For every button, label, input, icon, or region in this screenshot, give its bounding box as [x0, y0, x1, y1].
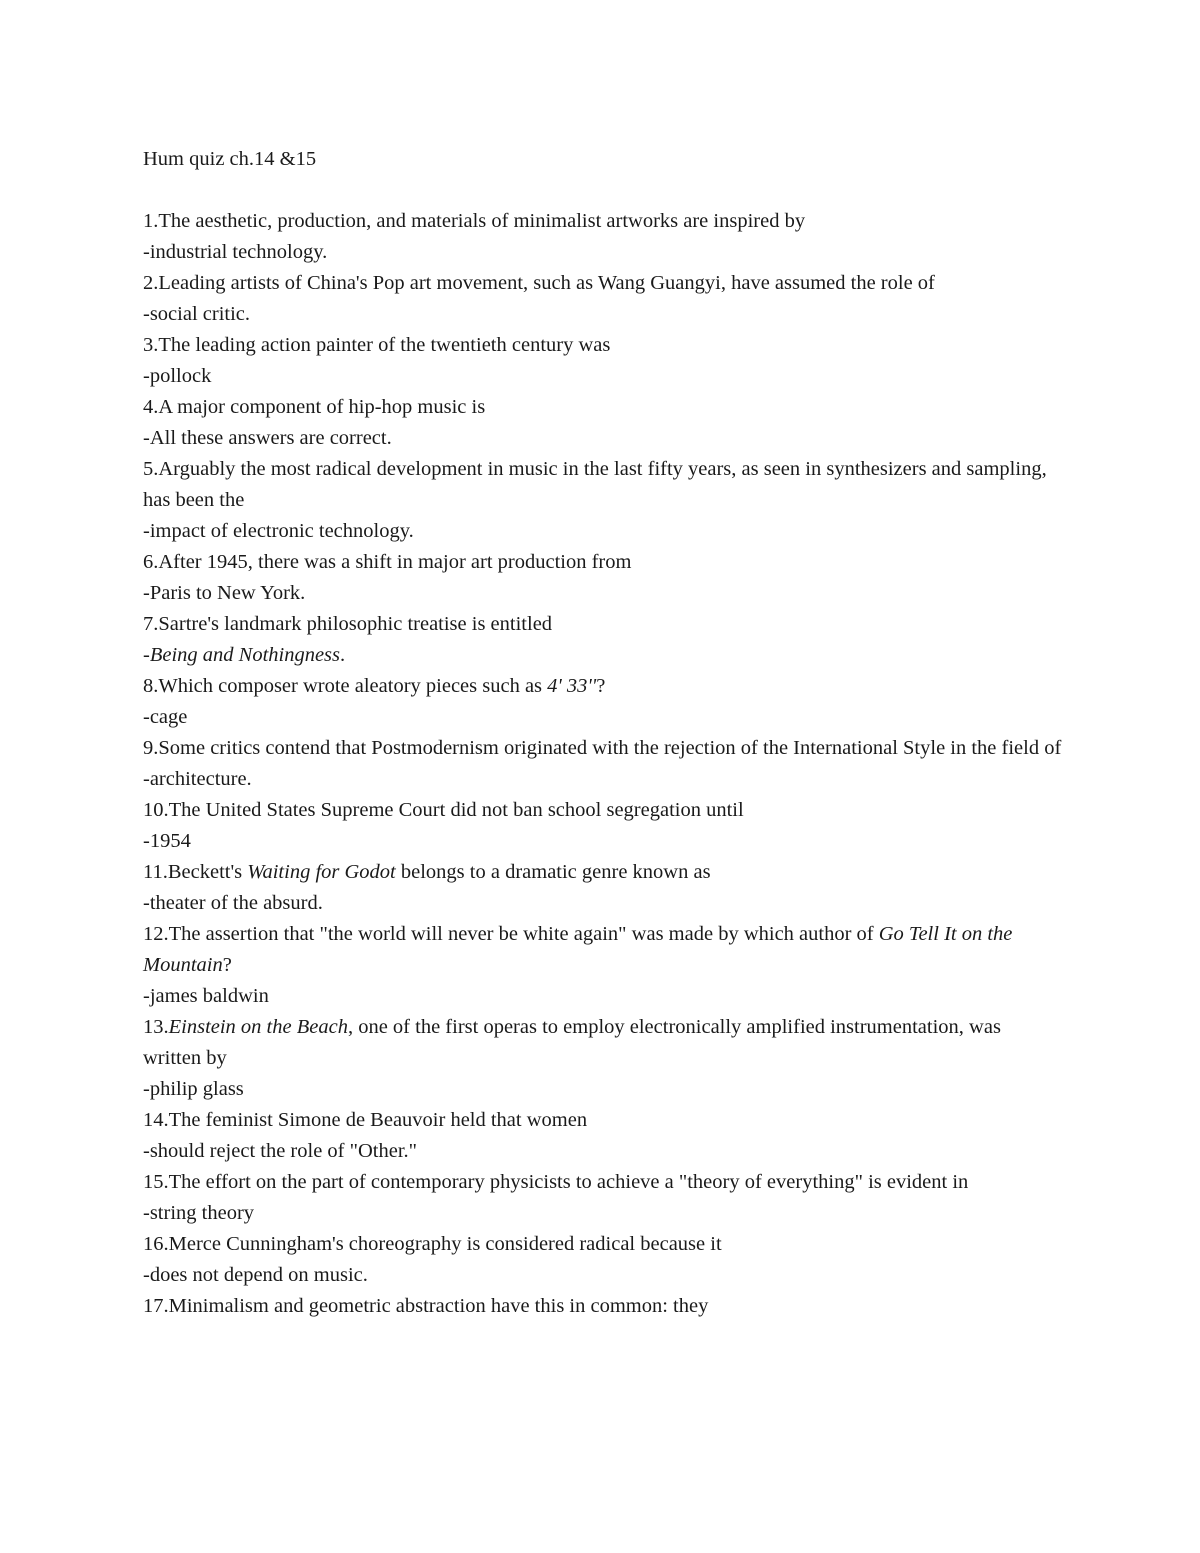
question-3: 3.The leading action painter of the twentieth century was	[143, 334, 611, 356]
question-8	[143, 671, 1063, 702]
answer-11: -theater of the absurd.	[143, 892, 323, 914]
answer-3: -pollock	[143, 365, 212, 387]
answer-13: -philip glass	[143, 1078, 244, 1100]
blank-line	[143, 175, 1063, 206]
answer-14: -should reject the role of "Other."	[143, 1140, 418, 1162]
question-13-title: Einstein on the Beach	[168, 1016, 348, 1038]
answer-2: -social critic.	[143, 303, 251, 325]
question-7: 7.Sartre's landmark philosophic treatise is entitled	[143, 613, 553, 635]
question-15: 15.The effort on the part of contemporary physicists to achieve a "theory of everything" is evident in	[143, 1171, 969, 1193]
answer-7-prefix: -	[143, 644, 150, 666]
question-11-suffix: belongs to a dramatic genre known as	[395, 861, 711, 883]
question-12-title: Go Tell It on the Mountain	[143, 923, 1013, 976]
question-8-title: 4' 33''	[547, 675, 597, 697]
question-17: 17.Minimalism and geometric abstraction have this in common: they	[143, 1295, 709, 1317]
question-11	[143, 857, 1063, 888]
question-5: 5.Arguably the most radical development in music in the last fifty years, as seen in synthesizers and sampling, has been the	[143, 458, 1047, 511]
question-4: 4.A major component of hip-hop music is	[143, 396, 486, 418]
question-11-prefix: 11.Beckett's	[143, 861, 248, 883]
answer-8: -cage	[143, 706, 188, 728]
document-page	[143, 144, 1063, 1322]
document-title: Hum quiz ch.14 &15	[143, 148, 317, 170]
question-6: 6.After 1945, there was a shift in major art production from	[143, 551, 632, 573]
question-13	[143, 1012, 1063, 1074]
answer-7-suffix: .	[340, 644, 346, 666]
question-8-prefix: 8.Which composer wrote aleatory pieces such as	[143, 675, 548, 697]
answer-6: -Paris to New York.	[143, 582, 306, 604]
answer-15: -string theory	[143, 1202, 255, 1224]
question-1: 1.The aesthetic, production, and materials of minimalist artworks are inspired by	[143, 210, 806, 232]
question-12	[143, 919, 1063, 981]
question-12-suffix: ?	[222, 954, 232, 976]
question-10: 10.The United States Supreme Court did not ban school segregation until	[143, 799, 744, 821]
answer-4: -All these answers are correct.	[143, 427, 392, 449]
answer-1: -industrial technology.	[143, 241, 328, 263]
answer-7	[143, 640, 1063, 671]
answer-16: -does not depend on music.	[143, 1264, 368, 1286]
answer-12: -james baldwin	[143, 985, 269, 1007]
answer-7-title: Being and Nothingness	[149, 644, 341, 666]
answer-5: -impact of electronic technology.	[143, 520, 414, 542]
question-2: 2.Leading artists of China's Pop art movement, such as Wang Guangyi, have assumed the role of	[143, 272, 935, 294]
question-13-prefix: 13.	[143, 1016, 169, 1038]
question-11-title: Waiting for Godot	[247, 861, 396, 883]
question-16: 16.Merce Cunningham's choreography is considered radical because it	[143, 1233, 722, 1255]
question-8-suffix: ?	[596, 675, 606, 697]
answer-9: -architecture.	[143, 768, 252, 790]
answer-10: -1954	[143, 830, 191, 852]
question-9: 9.Some critics contend that Postmodernism originated with the rejection of the International Style in the field of	[143, 737, 1062, 759]
question-14: 14.The feminist Simone de Beauvoir held that women	[143, 1109, 588, 1131]
question-12-prefix: 12.The assertion that "the world will never be white again" was made by which author of	[143, 923, 879, 945]
question-13-suffix: , one of the first operas to employ electronically amplified instrumentation, was written by	[143, 1016, 1001, 1069]
